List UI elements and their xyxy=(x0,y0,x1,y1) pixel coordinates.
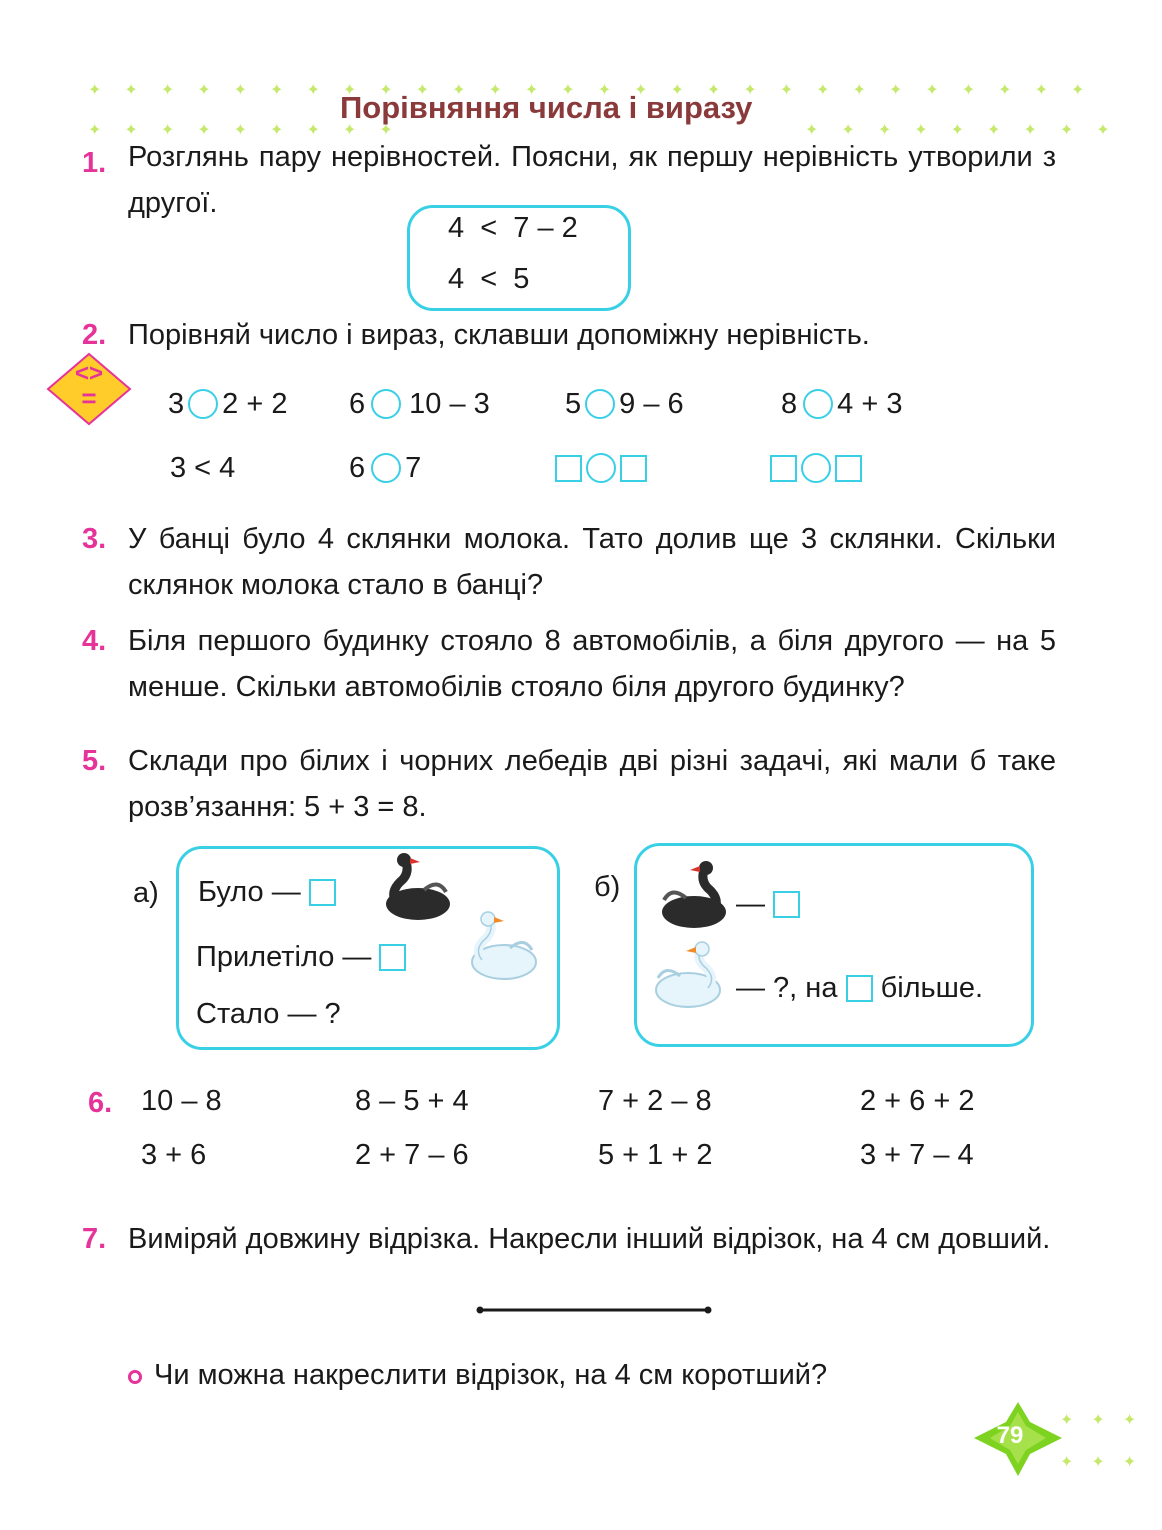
task4-text: Біля першого будинку стояло 8 автомобілів, а біля другого — на 5 менше. Скільки автомобілів стояло біля другого будинку? xyxy=(128,625,1056,703)
helper-inequality-2 xyxy=(349,452,421,485)
bullet-icon xyxy=(128,1370,142,1384)
compare-right: 9 – 6 xyxy=(619,388,684,420)
answer-square[interactable] xyxy=(620,455,647,482)
task7-question: Чи можна накреслити відрізок, на 4 см коротший? xyxy=(154,1359,828,1391)
task5b-line-1 xyxy=(736,888,800,921)
task2-text: Порівняй число і вираз, склавши допоміжну нерівність. xyxy=(128,319,870,351)
black-swan-icon xyxy=(658,860,730,937)
expr-r2-c1: 3 + 6 xyxy=(141,1139,207,1171)
task5b-more-pre: — ?, на xyxy=(736,972,838,1004)
answer-circle[interactable] xyxy=(803,389,833,419)
answer-circle[interactable] xyxy=(801,453,831,483)
black-swan-icon xyxy=(380,852,452,929)
answer-square[interactable] xyxy=(555,455,582,482)
compare-right: 7 xyxy=(405,452,422,484)
decor-dots-top-3: ✦✦✦✦✦✦✦✦✦ xyxy=(805,122,1133,139)
task5a-line-2 xyxy=(196,941,406,974)
task3-text: У банці було 4 склянки молока. Тато долив ще 3 склянки. Скільки склянок молока стало в банці? xyxy=(128,523,1056,601)
line-segment xyxy=(474,1300,714,1325)
answer-circle[interactable] xyxy=(371,453,401,483)
compare-item-4 xyxy=(781,388,902,421)
helper-blank-3 xyxy=(555,452,647,485)
answer-square[interactable] xyxy=(846,975,873,1002)
inequality-line-2: 4 < 5 xyxy=(448,263,530,295)
compare-item-2 xyxy=(349,388,490,421)
decor-dots-footer-1: ✦✦✦ xyxy=(1060,1412,1155,1429)
compare-signs-top: <> xyxy=(74,360,104,387)
decor-dots-footer-2: ✦✦✦ xyxy=(1060,1454,1155,1471)
compare-right: 2 + 2 xyxy=(222,388,288,420)
helper-blank-4 xyxy=(770,452,862,485)
answer-square[interactable] xyxy=(379,944,406,971)
task3-number: 3. xyxy=(82,523,107,555)
task5-text: Склади про білих і чорних лебедів дві різні задачі, які мали б таке розв’язання: 5 + 3 = 8. xyxy=(128,745,1056,823)
compare-left: 5 xyxy=(565,388,582,420)
page-number: 79 xyxy=(996,1422,1024,1449)
task5b-more-post: більше. xyxy=(880,972,984,1004)
task5b-label: б) xyxy=(594,871,621,903)
task7-number: 7. xyxy=(82,1223,107,1255)
task7-text: Виміряй довжину відрізка. Накресли інший відрізок, на 4 см довший. xyxy=(128,1223,1051,1255)
expr-r2-c4: 3 + 7 – 4 xyxy=(860,1139,974,1171)
task5b-line-2 xyxy=(736,972,983,1005)
answer-square[interactable] xyxy=(773,891,800,918)
compare-signs-icon xyxy=(46,352,132,426)
task4-number: 4. xyxy=(82,625,107,657)
task5a-line-3: Стало — ? xyxy=(196,998,341,1030)
task6-number: 6. xyxy=(88,1087,113,1119)
task5b-dash: — xyxy=(736,888,765,920)
compare-signs-bottom: = xyxy=(81,383,97,413)
compare-right: 4 + 3 xyxy=(837,388,903,420)
task5a-line-1 xyxy=(198,876,336,909)
task5a-was: Було — xyxy=(198,876,301,908)
answer-circle[interactable] xyxy=(188,389,218,419)
expr-r1-c2: 8 – 5 + 4 xyxy=(355,1085,469,1117)
task5a-flew: Прилетіло — xyxy=(196,941,372,973)
expr-r2-c2: 2 + 7 – 6 xyxy=(355,1139,469,1171)
task1-number: 1. xyxy=(82,147,107,179)
expr-r1-c3: 7 + 2 – 8 xyxy=(598,1085,712,1117)
white-swan-icon xyxy=(652,940,726,1019)
task1-text: Розглянь пару нерівностей. Поясни, як першу нерівність утворили з другої. xyxy=(128,141,1056,219)
answer-square[interactable] xyxy=(770,455,797,482)
expr-r1-c4: 2 + 6 + 2 xyxy=(860,1085,975,1117)
decor-dots-top-2: ✦✦✦✦✦✦✦✦✦ xyxy=(88,122,416,139)
decor-dots-top: ✦✦✦✦✦✦✦✦✦✦✦✦✦✦✦✦✦✦✦✦✦✦✦✦✦✦✦✦ xyxy=(88,82,1108,99)
compare-item-3 xyxy=(565,388,684,421)
answer-square[interactable] xyxy=(309,879,336,906)
page-number-badge xyxy=(972,1400,1064,1483)
task5a-label: а) xyxy=(133,877,159,909)
answer-square[interactable] xyxy=(835,455,862,482)
answer-circle[interactable] xyxy=(586,453,616,483)
expr-r2-c3: 5 + 1 + 2 xyxy=(598,1139,713,1171)
page-title: Порівняння числа і виразу xyxy=(340,90,753,125)
compare-right: 10 – 3 xyxy=(409,388,490,420)
helper-inequality-1: 3 < 4 xyxy=(170,452,236,484)
expr-r1-c1: 10 – 8 xyxy=(141,1085,222,1117)
compare-left: 3 xyxy=(168,388,185,420)
white-swan-icon xyxy=(464,910,538,989)
compare-item-1 xyxy=(168,388,287,421)
compare-left: 6 xyxy=(349,452,366,484)
task5-number: 5. xyxy=(82,745,107,777)
compare-left: 8 xyxy=(781,388,798,420)
compare-left: 6 xyxy=(349,388,366,420)
answer-circle[interactable] xyxy=(585,389,615,419)
answer-circle[interactable] xyxy=(371,389,401,419)
task2-number: 2. xyxy=(82,319,107,351)
inequality-line-1: 4 < 7 – 2 xyxy=(448,212,578,244)
